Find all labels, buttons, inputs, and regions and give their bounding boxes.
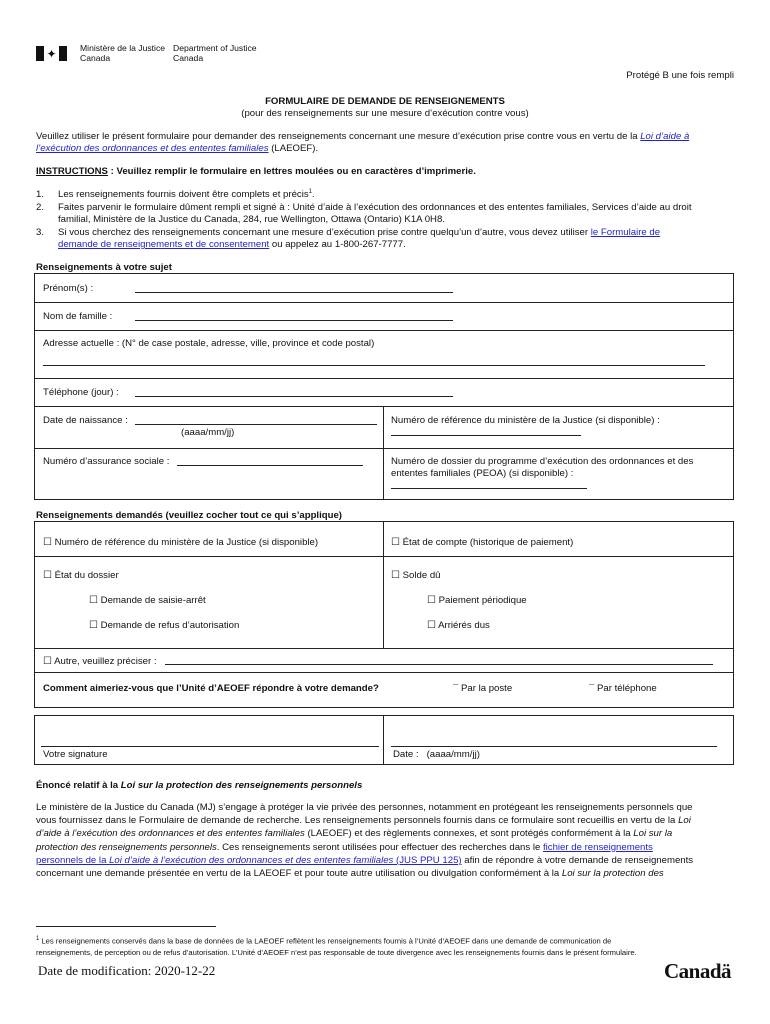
date-field[interactable] bbox=[391, 746, 717, 747]
dept-name-fr: Ministère de la Justice Canada bbox=[80, 43, 166, 63]
justice-ref-field[interactable] bbox=[391, 427, 581, 436]
option-garnishment[interactable]: ☐ Demande de saisie-arrêt bbox=[89, 595, 206, 606]
checkbox-icon[interactable]: ☐ bbox=[89, 620, 98, 631]
checkbox-icon[interactable]: ☐ bbox=[391, 537, 400, 548]
option-file-status[interactable]: ☐ État du dossier bbox=[43, 570, 119, 581]
sin-field[interactable] bbox=[177, 457, 363, 466]
canada-flag-icon: ✦ bbox=[36, 46, 67, 61]
checkbox-icon[interactable]: ☐ bbox=[89, 595, 98, 606]
list-item: 3. Si vous cherchez des renseignements concernant une mesure d’exécution prise contre quelqu’un d’autre, vous devez utiliser le Formulaire de demande de renseignements et de consentement ou appelez au 1-800-267-7777. bbox=[36, 226, 661, 251]
privacy-heading: Énoncé relatif à la Loi sur la protection des renseignements personnels bbox=[36, 780, 363, 791]
first-name-label: Prénom(s) : bbox=[43, 283, 94, 294]
footnote: $^1$ Les renseignements conservés dans la base de données de la LAEOEF reflètent les renseignements fournis à l’Unité d’AEOEF dans une demande de communication de renseignements, de perception ou de refus d’autorisation. L’Unité d’AEOEF n’est pas responsable de toute divergence avec les renseignements fournis dans le présent formulaire. bbox=[36, 936, 637, 957]
reply-by-phone[interactable]: ¯ Par téléphone bbox=[589, 683, 657, 694]
address-label: Adresse actuelle : (N° de case postale, adresse, ville, province et code postal) bbox=[43, 338, 375, 349]
feoa-label: Numéro de dossier du programme d’exécution des ordonnances et des ententes familiales (PEOA) (si disponible) : bbox=[391, 456, 694, 480]
checkbox-icon[interactable]: ☐ bbox=[43, 537, 52, 548]
feoa-field[interactable] bbox=[391, 480, 587, 489]
list-item: 2. Faites parvenir le formulaire dûment rempli et signé à : Unité d’aide à l’exécution des ordonnances et des ententes familiales, Services d’aide au droit familial, Ministère de la Justice du Canada, 284, rue Wellington, Ottawa (Ontario) K1A 0H8. bbox=[36, 201, 692, 226]
option-account-statement[interactable]: ☐ État de compte (historique de paiement) bbox=[391, 537, 574, 548]
dept-name-en: Department of Justice Canada bbox=[173, 43, 257, 63]
section-about-heading: Renseignements à votre sujet bbox=[36, 262, 172, 273]
form-title: FORMULAIRE DE DEMANDE DE RENSEIGNEMENTS bbox=[265, 96, 505, 107]
justice-ref-label: Numéro de référence du ministère de la Justice (si disponible) : bbox=[391, 415, 660, 426]
signature-box bbox=[34, 715, 734, 765]
checkbox-icon[interactable]: ☐ bbox=[43, 656, 52, 667]
modification-date: Date de modification: 2020-12-22 bbox=[38, 963, 216, 978]
reply-question: Comment aimeriez-vous que l’Unité d’AEOEF répondre à votre demande? bbox=[43, 683, 379, 694]
footnote-divider bbox=[36, 926, 216, 927]
option-justice-ref[interactable]: ☐ Numéro de référence du ministère de la Justice (si disponible) bbox=[43, 537, 319, 548]
other-specify-field[interactable] bbox=[165, 656, 713, 665]
option-balance-due[interactable]: ☐ Solde dû bbox=[391, 570, 441, 581]
list-item: 1. Les renseignements fournis doivent être complets et précis$^1$. bbox=[36, 189, 315, 201]
option-other[interactable]: ☐ Autre, veuillez préciser : bbox=[43, 656, 157, 667]
laeoef-link-cont[interactable]: l’exécution des ordonnances et des ententes familiales bbox=[36, 143, 269, 155]
laeoef-link[interactable]: Loi d’aide à bbox=[640, 131, 690, 142]
requested-info-box bbox=[34, 521, 734, 708]
instructions-heading: INSTRUCTIONS : Veuillez remplir le formulaire en lettres moulées ou en caractères d’imprimerie. bbox=[36, 166, 476, 177]
consent-form-link[interactable]: le Formulaire de bbox=[590, 226, 661, 238]
privacy-paragraph: Le ministère de la Justice du Canada (MJ) s’engage à protéger la vie privée des personnes, notamment en protégeant les renseignements personnels que vous fournissez dans le Formulaire de demande de recherche. Les renseignements personnels fournis dans ce formulaire sont recueillis en vertu de la Loi d’aide à l’exécution des ordonnances et des ententes familiales (LAEOEF) et des règlements connexes, et sont protégés conformément à la Loi sur la protection des renseignements personnels. Ces renseignements seront utilisées pour effectuer des recherches dans le fichier de renseignements personnels de la Loi d’aide à l’exécution des ordonnances et des ententes familiales (JUS PPU 125) afin de répondre à votre demande de renseignements concernant une demande présentée en vertu de la LAEOEF et pour toute autre utilisation ou divulgation conformément à la Loi sur la protection des bbox=[36, 802, 694, 880]
signature-field[interactable] bbox=[41, 746, 379, 747]
checkbox-icon[interactable]: ☐ bbox=[427, 620, 436, 631]
radio-icon[interactable]: ¯ bbox=[453, 683, 459, 694]
section-requested-heading: Renseignements demandés (veuillez cocher tout ce qui s’applique) bbox=[36, 510, 343, 521]
last-name-label: Nom de famille : bbox=[43, 311, 113, 322]
checkbox-icon[interactable]: ☐ bbox=[391, 570, 400, 581]
checkbox-icon[interactable]: ☐ bbox=[427, 595, 436, 606]
checkbox-icon[interactable]: ☐ bbox=[43, 570, 52, 581]
first-name-field[interactable] bbox=[135, 284, 453, 293]
form-subtitle: (pour des renseignements sur une mesure d’exécution contre vous) bbox=[241, 108, 529, 119]
canada-wordmark: Canadä bbox=[664, 959, 732, 983]
instructions-list bbox=[36, 189, 736, 252]
privacy-file-link[interactable]: fichier de renseignements bbox=[542, 841, 653, 853]
option-arrears[interactable]: ☐ Arriérés dus bbox=[427, 620, 490, 631]
privacy-file-link-cont[interactable]: personnels de la Loi d’aide à l’exécution des ordonnances et des ententes familiales (JUS PPU 125) bbox=[36, 854, 462, 866]
dob-format-hint: (aaaa/mm/jj) bbox=[181, 427, 235, 438]
protection-level: Protégé B une fois rempli bbox=[626, 70, 734, 81]
about-you-box bbox=[34, 273, 734, 500]
radio-icon[interactable]: ¯ bbox=[589, 683, 595, 694]
dob-label: Date de naissance : bbox=[43, 415, 128, 426]
phone-field[interactable] bbox=[135, 388, 453, 397]
reply-by-mail[interactable]: ¯ Par la poste bbox=[453, 683, 513, 694]
consent-form-link-cont[interactable]: demande de renseignements et de consentement bbox=[58, 239, 270, 251]
phone-label: Téléphone (jour) : bbox=[43, 387, 119, 398]
signature-label: Votre signature bbox=[43, 749, 108, 760]
sin-label: Numéro d’assurance sociale : bbox=[43, 456, 170, 467]
date-label: Date : (aaaa/mm/jj) bbox=[393, 749, 480, 760]
last-name-field[interactable] bbox=[135, 312, 453, 321]
dob-field[interactable] bbox=[135, 416, 377, 425]
address-field[interactable] bbox=[43, 357, 705, 366]
intro-paragraph: Veuillez utiliser le présent formulaire pour demander des renseignements concernant une mesure d’exécution prise contre vous en vertu de la Loi d’aide à l’exécution des ordonnances et des ententes familiales (LAEOEF). bbox=[36, 131, 690, 155]
option-periodic-payment[interactable]: ☐ Paiement périodique bbox=[427, 595, 527, 606]
option-license-denial[interactable]: ☐ Demande de refus d’autorisation bbox=[89, 620, 240, 631]
